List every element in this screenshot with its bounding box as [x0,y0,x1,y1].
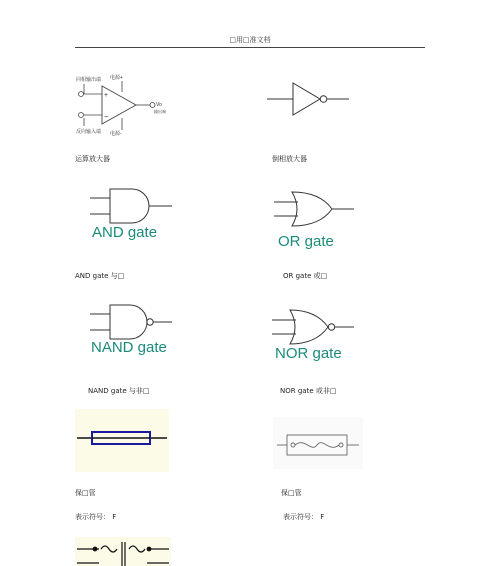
opamp-vminus-label: 电源- [110,131,122,137]
fuse-right-note: 表示符号： F [283,513,325,521]
fuse-left-caption: 保□管 [75,489,96,497]
or-gate-caption: OR gate 或□ [283,272,328,280]
and-gate-caption: AND gate 与□ [75,272,125,280]
transformer-symbol-partial [75,537,171,566]
opamp-output-label: 输出端 [154,109,166,114]
and-gate-label: AND gate [92,224,158,241]
fuse-symbol-left [75,409,169,472]
opamp-vout-label: Vo [156,102,162,108]
fuse-symbol-right [273,417,363,469]
nand-gate-symbol [88,302,174,342]
opamp-noninverting-label: 同相输出端 [76,77,102,83]
nor-gate-caption: NOR gate 或非□ [280,387,337,395]
document-title: □用□准文档 [229,36,271,44]
opamp-plus-sign: + [104,92,109,99]
or-gate-symbol [272,189,356,229]
opamp-symbol [74,72,172,138]
or-gate-label: OR gate [278,233,334,250]
opamp-inverting-label: 反向输入端 [76,129,102,135]
nand-gate-caption: NAND gate 与非□ [88,387,150,395]
and-gate-symbol [88,186,174,226]
header-divider [75,47,425,48]
fuse-right-caption: 保□管 [281,489,302,497]
inverter-caption: 倒相放大器 [272,155,307,163]
opamp-caption: 运算放大器 [75,155,110,163]
opamp-minus-sign: − [104,112,109,121]
fuse-left-note: 表示符号： F [75,513,117,521]
nor-gate-label: NOR gate [275,345,342,362]
nand-gate-label: NAND gate [91,339,167,356]
opamp-vplus-label: 电源+ [110,75,123,81]
inverter-symbol [265,80,353,120]
nor-gate-symbol [270,307,356,347]
